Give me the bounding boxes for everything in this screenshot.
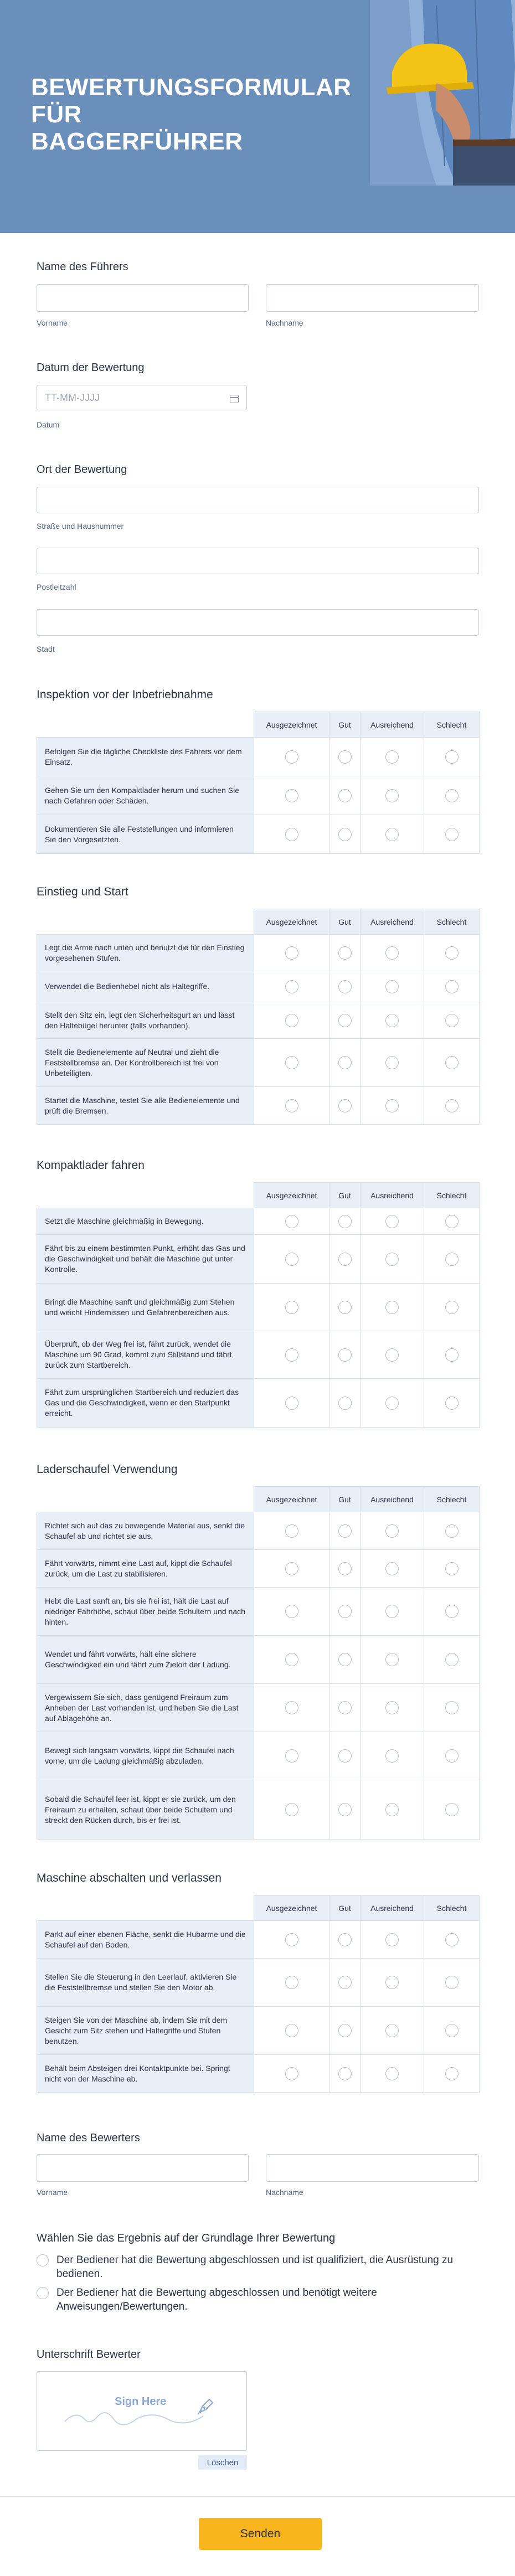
row-question: Gehen Sie um den Kompaktlader herum und suchen Sie nach Gefahren oder Schäden. [37,776,254,815]
rating-radio[interactable] [285,1524,298,1538]
zip-sublabel: Postleitzahl [37,583,76,591]
row-question: Verwendet die Bedienhebel nicht als Haltegriffe. [37,971,254,1002]
col-header: Ausgezeichnet [254,909,329,935]
rating-radio[interactable] [445,2024,459,2037]
rating-radio[interactable] [285,750,298,764]
section-title-shutdown: Maschine abschalten und verlassen [37,1872,222,1884]
col-header: Gut [329,909,360,935]
rating-radio[interactable] [385,828,399,841]
evaluator-name-label: Name des Bewerters [37,2132,140,2144]
rating-radio[interactable] [445,1562,459,1575]
evaluator-last-name-input[interactable] [266,2154,479,2182]
rating-radio[interactable] [338,1215,352,1228]
date-sublabel: Datum [37,420,60,429]
signature-pad[interactable] [37,2371,247,2451]
col-header: Schlecht [424,1895,480,1921]
table-row [37,1235,480,1284]
rating-radio[interactable] [338,1976,352,1989]
rating-radio[interactable] [445,1348,459,1362]
rating-radio[interactable] [385,1749,399,1763]
row-question: Dokumentieren Sie alle Feststellungen und informieren Sie den Vorgesetzten. [37,815,254,854]
rating-radio[interactable] [338,1348,352,1362]
rating-radio[interactable] [385,1301,399,1314]
city-input[interactable] [37,609,479,636]
rating-radio[interactable] [385,1099,399,1112]
rating-radio[interactable] [338,1605,352,1618]
rating-radio[interactable] [285,1348,298,1362]
rating-radio[interactable] [385,946,399,960]
section-title-bucket: Laderschaufel Verwendung [37,1463,178,1476]
table-row [37,1512,480,1550]
rating-radio[interactable] [285,828,298,841]
row-question: Steigen Sie von der Maschine ab, indem Sie mit dem Gesicht zum Sitz stehen und Haltegriffe und Stufen benutzen. [37,2007,254,2055]
rating-radio[interactable] [338,1653,352,1666]
row-question: Vergewissern Sie sich, dass genügend Freiraum zum Anheben der Last vorhanden ist, und heben Sie die Last auf Ablagehöhe an. [37,1684,254,1732]
rating-radio[interactable] [385,750,399,764]
rating-radio[interactable] [285,1397,298,1410]
rating-radio[interactable] [285,2067,298,2080]
pen-icon [195,2395,217,2417]
signature-label: Unterschrift Bewerter [37,2348,141,2361]
rating-radio[interactable] [445,1933,459,1946]
rating-radio[interactable] [285,789,298,802]
rating-radio[interactable] [285,2024,298,2037]
rating-radio[interactable] [385,1653,399,1666]
zip-input[interactable] [37,548,479,574]
table-row [37,971,480,1002]
date-placeholder: TT-MM-JJJJ [45,391,100,403]
col-header: Gut [329,712,360,738]
rating-radio[interactable] [285,1653,298,1666]
row-question: Richtet sich auf das zu bewegende Material aus, senkt die Schaufel ab und richtet sie aus. [37,1512,254,1550]
table-row [37,1588,480,1636]
row-question: Behält beim Absteigen drei Kontaktpunkte bei. Springt nicht von der Maschine ab. [37,2055,254,2093]
evaluator-first-name-sublabel: Vorname [37,2188,68,2197]
rating-radio[interactable] [385,2024,399,2037]
rating-radio[interactable] [285,980,298,993]
rating-radio[interactable] [385,1803,399,1816]
rating-radio[interactable] [385,2067,399,2080]
rating-radio[interactable] [338,1803,352,1816]
rating-radio[interactable] [385,1701,399,1714]
rating-radio[interactable] [285,1056,298,1069]
footer-divider [0,2496,515,2497]
rating-radio[interactable] [338,1562,352,1575]
rating-radio[interactable] [445,946,459,960]
operator-first-name-input[interactable] [37,284,249,312]
row-question: Befolgen Sie die tägliche Checkliste des Fahrers vor dem Einsatz. [37,738,254,776]
rating-radio[interactable] [385,1253,399,1266]
rating-radio[interactable] [285,1605,298,1618]
rating-radio[interactable] [338,1933,352,1946]
rating-radio[interactable] [385,789,399,802]
result-option-qualified[interactable] [37,2253,483,2281]
row-question: Bringt die Maschine sanft und gleichmäßig zum Stehen und weicht Hindernissen und Gefahrenbereichen aus. [37,1284,254,1331]
result-option-label: Der Bediener hat die Bewertung abgeschlossen und ist qualifiziert, die Ausrüstung zu bedienen. [56,2254,454,2280]
rating-radio[interactable] [338,1701,352,1714]
result-option-more-training[interactable] [37,2286,483,2314]
table-row [37,1636,480,1684]
rating-radio[interactable] [285,1301,298,1314]
rating-radio[interactable] [285,1803,298,1816]
rating-radio[interactable] [338,946,352,960]
rating-radio[interactable] [445,980,459,993]
col-header: Ausgezeichnet [254,712,329,738]
rating-radio[interactable] [385,1562,399,1575]
table-row [37,2007,480,2055]
rating-radio[interactable] [385,1605,399,1618]
col-header: Ausreichend [360,1183,424,1208]
col-header: Gut [329,1895,360,1921]
submit-button[interactable]: Senden [199,2518,322,2550]
operator-first-name-sublabel: Vorname [37,318,68,327]
rating-radio[interactable] [445,1701,459,1714]
rating-radio[interactable] [285,1701,298,1714]
table-row [37,776,480,815]
table-row [37,1208,480,1235]
rating-radio[interactable] [445,1803,459,1816]
date-input[interactable] [37,385,247,410]
col-header: Ausgezeichnet [254,1895,329,1921]
rating-radio[interactable] [285,1215,298,1228]
rating-radio[interactable] [385,980,399,993]
rating-radio[interactable] [338,789,352,802]
rating-radio[interactable] [445,1524,459,1538]
rating-radio[interactable] [285,1253,298,1266]
rating-radio[interactable] [338,1301,352,1314]
rating-radio[interactable] [445,2067,459,2080]
form-header [0,0,515,233]
rating-radio[interactable] [285,1749,298,1763]
rating-radio[interactable] [445,1253,459,1266]
row-question: Bewegt sich langsam vorwärts, kippt die Schaufel nach vorne, um die Ladung gleichmäßig abzuladen. [37,1732,254,1780]
row-question: Fährt zum ursprünglichen Startbereich und reduziert das Gas und die Geschwindigkeit, wenn er den Startpunkt erreicht. [37,1379,254,1428]
row-question: Hebt die Last sanft an, bis sie frei ist, hält die Last auf niedriger Fahrhöhe, schaut über beide Schultern und nach hinten. [37,1588,254,1636]
rating-radio[interactable] [385,1524,399,1538]
table-row [37,1959,480,2007]
col-header: Ausreichend [360,1487,424,1512]
worker-photo [370,0,515,186]
operator-last-name-input[interactable] [266,284,479,312]
rating-radio[interactable] [445,1749,459,1763]
rating-radio[interactable] [338,1524,352,1538]
street-sublabel: Straße und Hausnummer [37,522,124,530]
row-question: Parkt auf einer ebenen Fläche, senkt die Hubarme und die Schaufel auf den Boden. [37,1921,254,1959]
row-question: Stellen Sie die Steuerung in den Leerlauf, aktivieren Sie die Feststellbremse und stellen Sie den Motor ab. [37,1959,254,2007]
rating-radio[interactable] [338,1253,352,1266]
rating-radio[interactable] [445,750,459,764]
table-row [37,935,480,971]
row-question: Startet die Maschine, testet Sie alle Bedienelemente und prüft die Bremsen. [37,1087,254,1125]
col-header: Schlecht [424,1487,480,1512]
table-row [37,1550,480,1588]
row-question: Fährt vorwärts, nimmt eine Last auf, kippt die Schaufel zurück, um die Last zu stabilisieren. [37,1550,254,1588]
table-row [37,1284,480,1331]
rating-radio[interactable] [338,2067,352,2080]
rating-radio[interactable] [338,1749,352,1763]
rating-radio[interactable] [445,1014,459,1027]
signature-placeholder: Sign Here [115,2395,167,2408]
table-row [37,738,480,776]
rating-radio[interactable] [285,1976,298,1989]
city-sublabel: Stadt [37,645,55,653]
rating-radio[interactable] [338,1056,352,1069]
rating-radio[interactable] [445,1215,459,1228]
col-header: Schlecht [424,712,480,738]
operator-last-name-sublabel: Nachname [266,318,303,327]
table-row [37,1002,480,1039]
rating-radio[interactable] [385,1976,399,1989]
col-header: Schlecht [424,909,480,935]
rating-radio[interactable] [338,750,352,764]
matrix-bucket [37,1486,480,1840]
table-row [37,815,480,854]
row-question: Stellt die Bedienelemente auf Neutral und zieht die Feststellbremse an. Der Kontrollbereich ist frei von Unbeteiligten. [37,1039,254,1087]
table-row [37,1331,480,1379]
rating-radio[interactable] [338,828,352,841]
matrix-inspection [37,712,480,854]
rating-radio[interactable] [445,1653,459,1666]
col-header: Gut [329,1487,360,1512]
rating-radio[interactable] [338,1099,352,1112]
col-header: Ausreichend [360,909,424,935]
row-question: Überprüft, ob der Weg frei ist, fährt zurück, wendet die Maschine um 90 Grad, kommt zum Stillstand und fährt zurück zum Startbereich. [37,1331,254,1379]
table-row [37,1780,480,1840]
section-title-inspection: Inspektion vor der Inbetriebnahme [37,688,213,701]
rating-radio[interactable] [445,1301,459,1314]
col-header: Ausgezeichnet [254,1487,329,1512]
row-question: Sobald die Schaufel leer ist, kippt er sie zurück, um den Freiraum zu erhalten, schaut über beide Schultern und streckt den Rücken durch, bis er frei ist. [37,1780,254,1840]
row-question: Stellt den Sitz ein, legt den Sicherheitsgurt an und lässt den Haltebügel herunter (falls vorhanden). [37,1002,254,1039]
matrix-driving [37,1182,480,1428]
evaluator-last-name-sublabel: Nachname [266,2188,303,2197]
date-label: Datum der Bewertung [37,362,145,374]
table-row [37,1087,480,1125]
rating-radio[interactable] [385,1933,399,1946]
rating-radio[interactable] [285,1933,298,1946]
rating-radio[interactable] [338,980,352,993]
rating-radio[interactable] [385,1056,399,1069]
col-header: Gut [329,1183,360,1208]
table-row [37,1039,480,1087]
rating-radio[interactable] [385,1348,399,1362]
row-question: Legt die Arme nach unten und benutzt die für den Einstieg vorgesehenen Stufen. [37,935,254,971]
table-row [37,1921,480,1959]
result-option-label: Der Bediener hat die Bewertung abgeschlossen und benötigt weitere Anweisungen/Bewertungen. [56,2287,377,2312]
rating-radio[interactable] [338,1014,352,1027]
rating-radio[interactable] [338,1397,352,1410]
col-header: Ausreichend [360,712,424,738]
rating-radio[interactable] [445,1099,459,1112]
col-header: Ausreichend [360,1895,424,1921]
table-row [37,2055,480,2093]
rating-radio[interactable] [285,946,298,960]
rating-radio[interactable] [285,1099,298,1112]
table-row [37,1732,480,1780]
rating-radio[interactable] [385,1397,399,1410]
rating-radio[interactable] [285,1014,298,1027]
row-question: Wendet und fährt vorwärts, hält eine sichere Geschwindigkeit ein und fährt zum Zielort der Ladung. [37,1636,254,1684]
row-question: Setzt die Maschine gleichmäßig in Bewegung. [37,1208,254,1235]
col-header: Schlecht [424,1183,480,1208]
rating-radio[interactable] [445,1605,459,1618]
rating-radio[interactable] [445,1056,459,1069]
location-label: Ort der Bewertung [37,463,127,476]
calendar-icon[interactable] [230,395,239,403]
rating-radio[interactable] [445,828,459,841]
section-title-driving: Kompaktlader fahren [37,1159,145,1172]
section-title-startup: Einstieg und Start [37,885,128,898]
evaluator-first-name-input[interactable] [37,2154,249,2182]
rating-radio[interactable] [285,1562,298,1575]
matrix-shutdown [37,1895,480,2093]
table-row [37,1379,480,1428]
rating-radio[interactable] [385,1215,399,1228]
result-radio[interactable] [37,2254,49,2266]
rating-radio[interactable] [385,1014,399,1027]
street-input[interactable] [37,487,479,513]
table-row [37,1684,480,1732]
operator-name-label: Name des Führers [37,261,128,273]
rating-radio[interactable] [338,2024,352,2037]
result-radio[interactable] [37,2287,49,2299]
result-label: Wählen Sie das Ergebnis auf der Grundlage Ihrer Bewertung [37,2232,336,2244]
matrix-startup [37,909,480,1125]
form-title: BEWERTUNGSFORMULAR FÜR BAGGERFÜHRER [31,74,352,155]
rating-radio[interactable] [445,789,459,802]
clear-signature-button[interactable]: Löschen [198,2455,247,2470]
col-header: Ausgezeichnet [254,1183,329,1208]
row-question: Fährt bis zu einem bestimmten Punkt, erhöht das Gas und die Geschwindigkeit und behält die Maschine gut unter Kontrolle. [37,1235,254,1284]
rating-radio[interactable] [445,1397,459,1410]
rating-radio[interactable] [445,1976,459,1989]
form-body [0,233,515,2576]
